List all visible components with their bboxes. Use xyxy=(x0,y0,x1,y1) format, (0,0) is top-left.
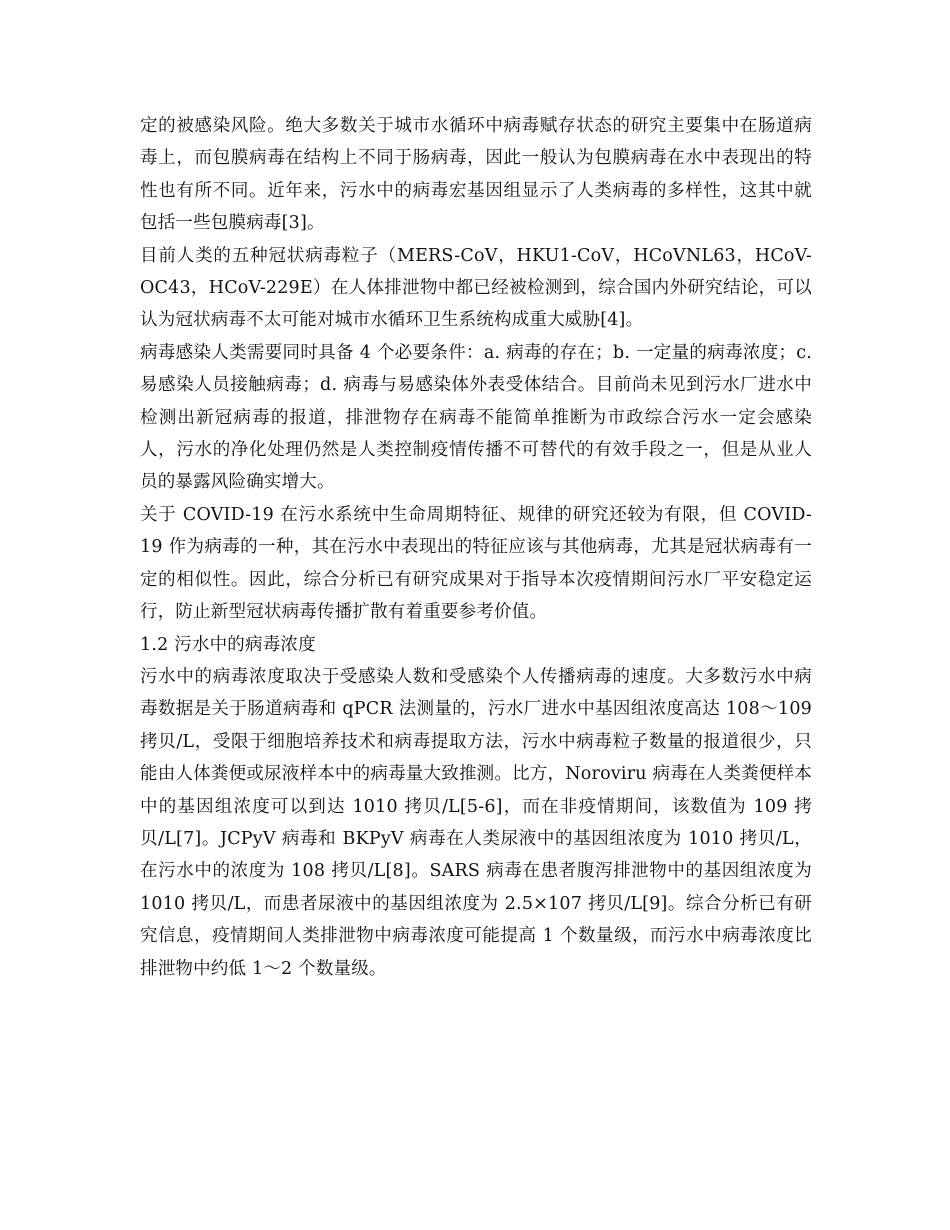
section-heading: 1.2 污水中的病毒浓度 xyxy=(140,634,316,655)
document-body xyxy=(140,110,812,985)
paragraph-coronavirus-types: 目前人类的五种冠状病毒粒子（MERS-CoV，HKU1-CoV，HCoVNL63，HCoV-OC43，HCoV-229E）在人体排泄物中都已经被检测到，综合国内外研究结论，可以认为冠状病毒不太可能对城市水循环卫生系统构成重大威胁[4]。 xyxy=(140,245,812,331)
paragraph-covid-research: 关于 COVID-19 在污水系统中生命周期特征、规律的研究还较为有限，但 COVID-19 作为病毒的一种，其在污水中表现出的特征应该与其他病毒，尤其是冠状病毒有一定的相似性。因此，综合分析已有研究成果对于指导本次疫情期间污水厂平安稳定运行，防止新型冠状病毒传播扩散有着重要参考价值。 xyxy=(140,504,812,623)
paragraph-infection-risk: 定的被感染风险。绝大多数关于城市水循环中病毒赋存状态的研究主要集中在肠道病毒上，而包膜病毒在结构上不同于肠病毒，因此一般认为包膜病毒在水中表现出的特性也有所不同。近年来，污水中的病毒宏基因组显示了人类病毒的多样性，这其中就包括一些包膜病毒[3]。 xyxy=(140,116,812,234)
paragraph-infection-conditions: 病毒感染人类需要同时具备 4 个必要条件：a. 病毒的存在；b. 一定量的病毒浓度；c. 易感染人员接触病毒；d. 病毒与易感染体外表受体结合。目前尚未见到污水厂进水中检测出新冠病毒的报道，排泄物存在病毒不能简单推断为市政综合污水一定会感染人，污水的净化处理仍然是人类控制疫情传播不可替代的有效手段之一，但是从业人员的暴露风险确实增大。 xyxy=(140,342,812,493)
paragraph-virus-concentration: 污水中的病毒浓度取决于受感染人数和受感染个人传播病毒的速度。大多数污水中病毒数据是关于肠道病毒和 qPCR 法测量的，污水厂进水中基因组浓度高达 108～109 拷贝/L，受限于细胞培养技术和病毒提取方法，污水中病毒粒子数量的报道很少，只能由人体粪便或尿液样本中的病毒量大致推测。比方，Noroviru 病毒在人类粪便样本中的基因组浓度可以到达 1010 拷贝/L[5-6]，而在非疫情期间，该数值为 109 拷贝/L[7]。JCPyV 病毒和 BKPyV 病毒在人类尿液中的基因组浓度为 1010 拷贝/L，在污水中的浓度为 108 拷贝/L[8]。SARS 病毒在患者腹泻排泄物中的基因组浓度为 1010 拷贝/L，而患者尿液中的基因组浓度为 2.5×107 拷贝/L[9]。综合分析已有研究信息，疫情期间人类排泄物中病毒浓度可能提高 1 个数量级，而污水中病毒浓度比排泄物中约低 1～2 个数量级。 xyxy=(140,666,812,979)
